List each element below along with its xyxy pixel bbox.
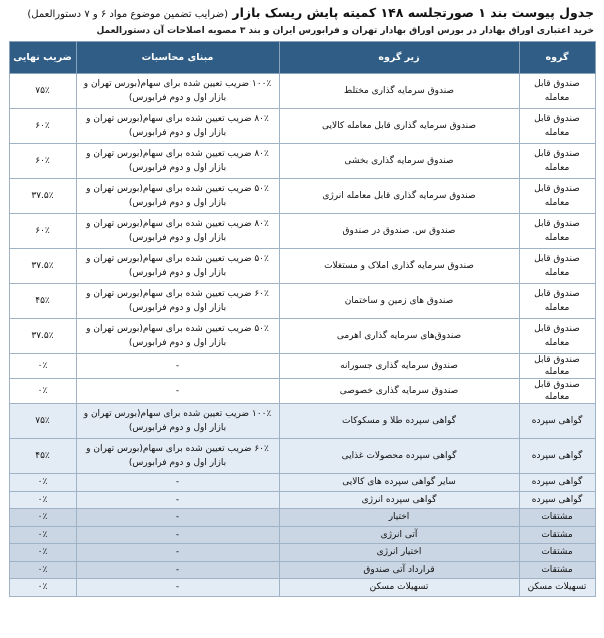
table-row <box>9 214 595 249</box>
cell-basis: - <box>76 509 279 527</box>
cell-basis: - <box>76 526 279 544</box>
header-group: گروه <box>519 42 595 74</box>
cell-group: گواهی سپرده <box>519 491 595 509</box>
cell-basis: - <box>76 561 279 579</box>
cell-rate: ۰٪ <box>9 526 76 544</box>
table-row <box>9 109 595 144</box>
cell-group: گواهی سپرده <box>519 439 595 474</box>
table-header-row <box>9 42 595 74</box>
header-basis: مبنای محاسبات <box>76 42 279 74</box>
table-row <box>9 491 595 509</box>
cell-rate: ۰٪ <box>9 354 76 379</box>
cell-subgroup: اختیار انرژی <box>279 544 519 562</box>
cell-rate: ۶۰٪ <box>9 214 76 249</box>
table-row <box>9 354 595 379</box>
cell-basis: - <box>76 544 279 562</box>
document-title <box>10 4 594 24</box>
cell-subgroup: صندوق سرمایه گذاری املاک و مستغلات <box>279 249 519 284</box>
cell-group: صندوق قابل معامله <box>519 74 595 109</box>
cell-group: مشتقات <box>519 509 595 527</box>
cell-subgroup: صندوق سرمایه گذاری مختلط <box>279 74 519 109</box>
cell-group: صندوق قابل معامله <box>519 354 595 379</box>
cell-subgroup: صندوق س. صندوق در صندوق <box>279 214 519 249</box>
cell-group: صندوق قابل معامله <box>519 109 595 144</box>
title-main: جدول پیوست بند ۱ صورتجلسه ۱۴۸ کمیته پایش ریسک بازار <box>232 5 594 20</box>
cell-group: صندوق قابل معامله <box>519 144 595 179</box>
cell-subgroup: صندوق سرمایه گذاری خصوصی <box>279 379 519 404</box>
cell-rate: ۳۷.۵٪ <box>9 319 76 354</box>
cell-basis: ۶۰٪ ضریب تعیین شده برای سهام(بورس تهران و بازار اول و دوم فرابورس) <box>76 284 279 319</box>
cell-subgroup: اختیار <box>279 509 519 527</box>
table-row <box>9 509 595 527</box>
header-rate: ضریب نهایی <box>9 42 76 74</box>
header-subgroup: زیر گروه <box>279 42 519 74</box>
table-row <box>9 579 595 597</box>
cell-group: مشتقات <box>519 526 595 544</box>
cell-group: مشتقات <box>519 561 595 579</box>
cell-subgroup: قرارداد آتی صندوق <box>279 561 519 579</box>
cell-group: صندوق قابل معامله <box>519 284 595 319</box>
table-row <box>9 144 595 179</box>
margin-rate-table <box>9 41 596 597</box>
title-note: (ضرایب تضمین موضوع مواد ۶ و ۷ دستورالعمل) <box>27 9 229 20</box>
table-row <box>9 474 595 492</box>
cell-subgroup: گواهی سپرده محصولات غذایی <box>279 439 519 474</box>
cell-basis: - <box>76 491 279 509</box>
cell-group: صندوق قابل معامله <box>519 319 595 354</box>
table-row <box>9 249 595 284</box>
cell-rate: ۰٪ <box>9 491 76 509</box>
table-row <box>9 74 595 109</box>
cell-rate: ۴۵٪ <box>9 439 76 474</box>
cell-rate: ۳۷.۵٪ <box>9 249 76 284</box>
cell-basis: - <box>76 354 279 379</box>
cell-basis: ۸۰٪ ضریب تعیین شده برای سهام(بورس تهران و بازار اول و دوم فرابورس) <box>76 214 279 249</box>
cell-rate: ۰٪ <box>9 509 76 527</box>
cell-rate: ۰٪ <box>9 474 76 492</box>
cell-basis: - <box>76 579 279 597</box>
cell-basis: ۱۰۰٪ ضریب تعیین شده برای سهام(بورس تهران و بازار اول و دوم فرابورس) <box>76 74 279 109</box>
table-row <box>9 319 595 354</box>
cell-subgroup: گواهی سپرده انرژی <box>279 491 519 509</box>
cell-group: صندوق قابل معامله <box>519 214 595 249</box>
cell-rate: ۷۵٪ <box>9 404 76 439</box>
table-row <box>9 404 595 439</box>
cell-subgroup: آتی انرژی <box>279 526 519 544</box>
cell-subgroup: صندوق‌های سرمایه گذاری اهرمی <box>279 319 519 354</box>
cell-basis: ۵۰٪ ضریب تعیین شده برای سهام(بورس تهران و بازار اول و دوم فرابورس) <box>76 179 279 214</box>
table-row <box>9 179 595 214</box>
cell-subgroup: تسهیلات مسکن <box>279 579 519 597</box>
cell-rate: ۰٪ <box>9 544 76 562</box>
table-row <box>9 379 595 404</box>
cell-group: گواهی سپرده <box>519 474 595 492</box>
cell-basis: ۵۰٪ ضریب تعیین شده برای سهام(بورس تهران و بازار اول و دوم فرابورس) <box>76 249 279 284</box>
cell-rate: ۰٪ <box>9 379 76 404</box>
table-row <box>9 544 595 562</box>
table-row <box>9 439 595 474</box>
cell-rate: ۶۰٪ <box>9 144 76 179</box>
cell-subgroup: گواهی سپرده طلا و مسکوکات <box>279 404 519 439</box>
cell-basis: ۱۰۰٪ ضریب تعیین شده برای سهام(بورس تهران و بازار اول و دوم فرابورس) <box>76 404 279 439</box>
cell-basis: - <box>76 379 279 404</box>
cell-basis: ۸۰٪ ضریب تعیین شده برای سهام(بورس تهران و بازار اول و دوم فرابورس) <box>76 109 279 144</box>
cell-rate: ۰٪ <box>9 561 76 579</box>
cell-basis: - <box>76 474 279 492</box>
document-subtitle: خرید اعتباری اوراق بهادار در بورس اوراق بهادار تهران و فرابورس ایران و بند ۳ مصوبه اصلاحات آن دستورالعمل <box>96 26 594 36</box>
cell-basis: ۸۰٪ ضریب تعیین شده برای سهام(بورس تهران و بازار اول و دوم فرابورس) <box>76 144 279 179</box>
cell-subgroup: سایر گواهی سپرده های کالایی <box>279 474 519 492</box>
cell-group: صندوق قابل معامله <box>519 379 595 404</box>
cell-group: تسهیلات مسکن <box>519 579 595 597</box>
cell-rate: ۳۷.۵٪ <box>9 179 76 214</box>
cell-group: صندوق قابل معامله <box>519 179 595 214</box>
cell-subgroup: صندوق های زمین و ساختمان <box>279 284 519 319</box>
table-row <box>9 561 595 579</box>
cell-subgroup: صندوق سرمایه گذاری جسورانه <box>279 354 519 379</box>
cell-rate: ۴۵٪ <box>9 284 76 319</box>
table-row <box>9 526 595 544</box>
cell-basis: ۵۰٪ ضریب تعیین شده برای سهام(بورس تهران و بازار اول و دوم فرابورس) <box>76 319 279 354</box>
cell-group: مشتقات <box>519 544 595 562</box>
cell-rate: ۰٪ <box>9 579 76 597</box>
cell-basis: ۶۰٪ ضریب تعیین شده برای سهام(بورس تهران و بازار اول و دوم فرابورس) <box>76 439 279 474</box>
cell-group: گواهی سپرده <box>519 404 595 439</box>
table-row <box>9 284 595 319</box>
cell-rate: ۷۵٪ <box>9 74 76 109</box>
cell-subgroup: صندوق سرمایه گذاری بخشی <box>279 144 519 179</box>
cell-group: صندوق قابل معامله <box>519 249 595 284</box>
cell-rate: ۶۰٪ <box>9 109 76 144</box>
cell-subgroup: صندوق سرمایه گذاری قابل معامله کالایی <box>279 109 519 144</box>
cell-subgroup: صندوق سرمایه گذاری قابل معامله انرژی <box>279 179 519 214</box>
